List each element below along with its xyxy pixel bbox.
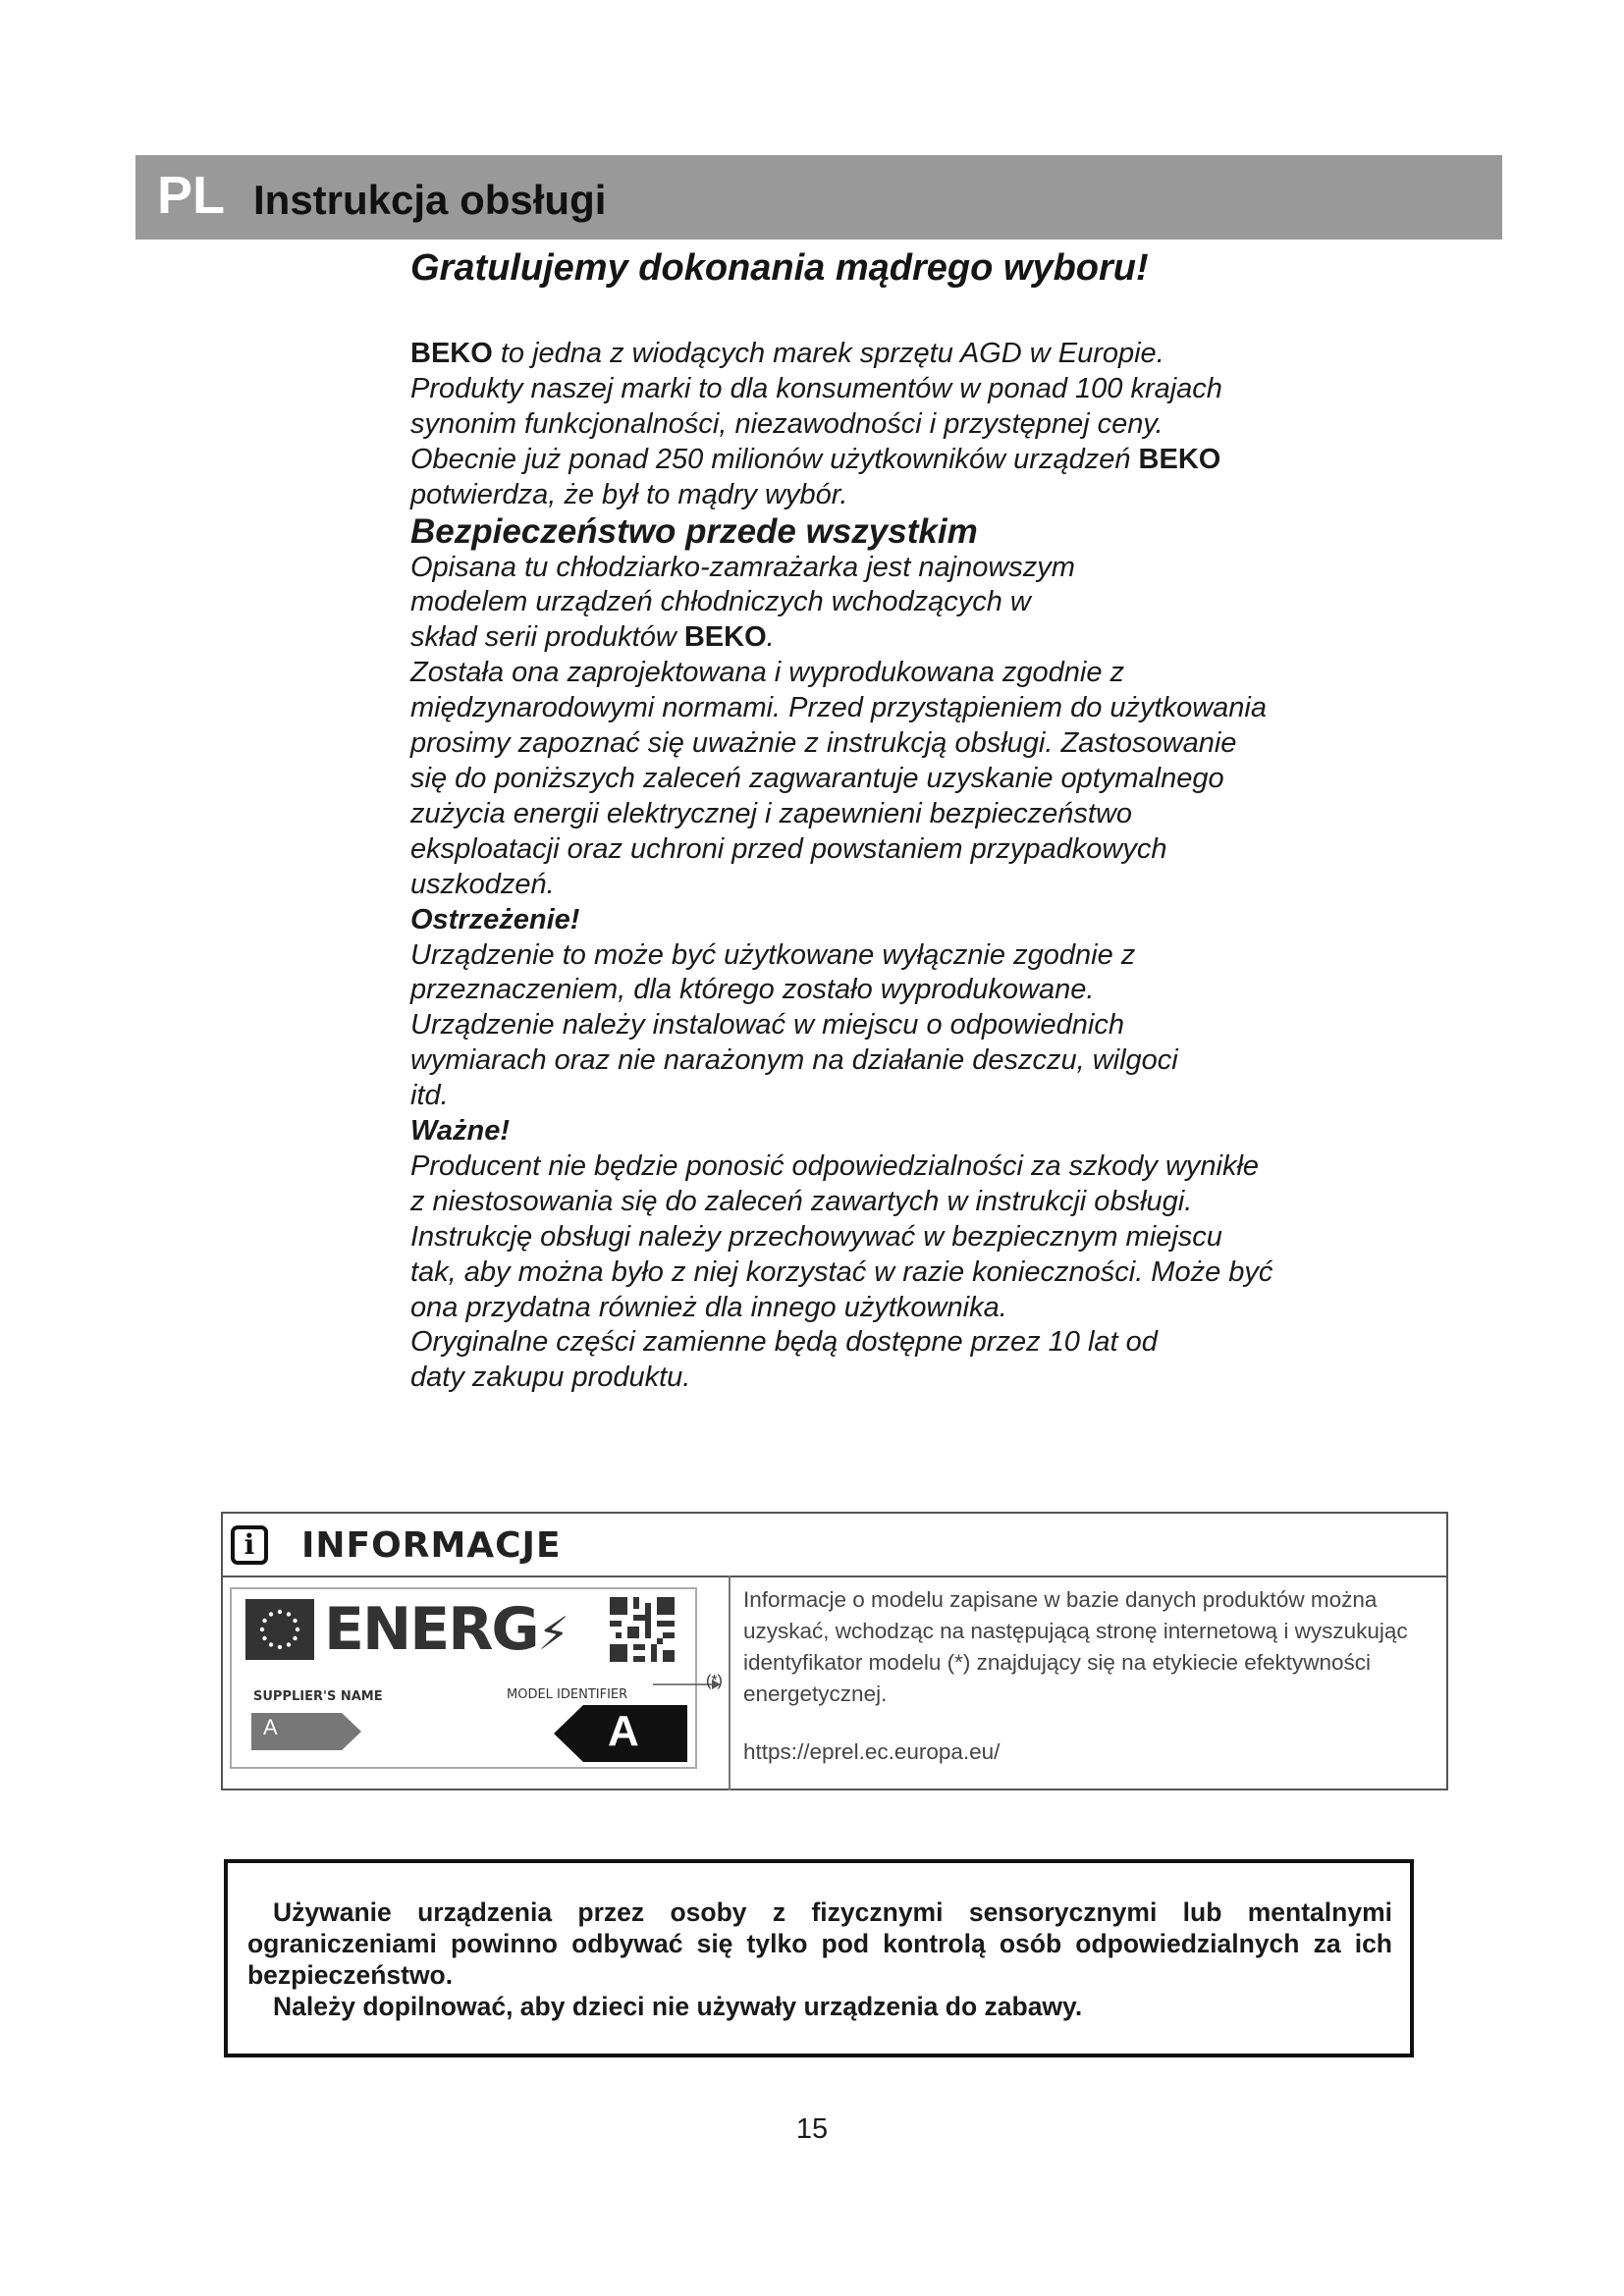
notice-paragraph-2: Należy dopilnować, aby dzieci nie używały urządzenia do zabawy. <box>273 1992 1083 2021</box>
info-divider <box>729 1575 731 1790</box>
notice-box <box>224 1859 1414 2057</box>
safety-text-end: . <box>766 621 775 654</box>
intro-text-2: potwierdza, że był to mądry wybór. <box>410 478 848 510</box>
brand-name: BEKO <box>1138 443 1221 475</box>
model-identifier-label: MODEL IDENTIFIER <box>507 1687 628 1702</box>
safety-paragraph-1 <box>410 551 1078 657</box>
lightning-icon: ⚡ <box>537 1607 568 1660</box>
intro-paragraph <box>410 337 1274 513</box>
eprel-link[interactable]: https://eprel.ec.europa.eu/ <box>743 1739 1001 1764</box>
brand-name: BEKO <box>683 621 767 654</box>
warning-heading: Ostrzeżenie! <box>410 903 580 935</box>
intro-text-1: to jedna z wiodących marek sprzętu AGD w Europie. Produkty naszej marki to dla konsumentów w ponad 100 krajach synonim funkcjonalności, niezawodności i przystępnej ceny. Obecnie już ponad 250 milionów użytkowników urządzeń <box>410 338 1222 475</box>
eu-flag-icon <box>245 1599 314 1660</box>
body-text <box>410 337 1274 1396</box>
info-icon: i <box>231 1525 268 1565</box>
energy-wordmark <box>324 1595 568 1664</box>
safety-heading: Bezpieczeństwo przede wszystkim <box>410 511 978 551</box>
notice-paragraph-1: Używanie urządzenia przez osoby z fizycznymi sensorycznymi lub mentalnymi ograniczeniami powinno odbywać się tylko pod kontrolą osób odpowiedzialnych za ich bezpieczeństwo. <box>247 1897 1392 1990</box>
header-band <box>135 155 1502 240</box>
info-text: Informacje o modelu zapisane w bazie danych produktów można uzyskać, wchodząc na następującą stronę internetową i wyszukując identyfikator modelu (*) znajdujący się na etykiecie efektywności energetycznej. <box>743 1587 1408 1706</box>
supplier-name-label: SUPPLIER'S NAME <box>253 1689 383 1704</box>
page-number: 15 <box>795 2113 829 2145</box>
energy-word: ENERG <box>324 1595 538 1664</box>
main-heading: Gratulujemy dokonania mądrego wyboru! <box>410 247 1149 289</box>
page-title: Instrukcja obsługi <box>253 177 607 223</box>
qr-code-icon <box>610 1597 675 1662</box>
info-title: INFORMACJE <box>301 1525 562 1566</box>
important-paragraph-2: Oryginalne części zamienne będą dostępne przez 10 lat od daty zakupu produktu. <box>410 1326 1158 1394</box>
language-code: PL <box>157 166 226 225</box>
info-box <box>221 1512 1448 1790</box>
model-note-marker: (*) <box>706 1673 723 1689</box>
brand-name: BEKO <box>410 338 493 369</box>
energy-class-left: A <box>263 1715 278 1739</box>
info-box-header <box>223 1514 1446 1577</box>
important-heading: Ważne! <box>410 1115 510 1148</box>
notice-text <box>247 1896 1392 2022</box>
warning-paragraph-1: Urządzenie to może być użytkowane wyłącznie zgodnie z przeznaczeniem, dla którego zostało wyprodukowane. <box>410 938 1136 1006</box>
energy-class-right: A <box>608 1707 639 1755</box>
energy-label-graphic <box>230 1587 697 1769</box>
important-paragraph-1: Producent nie będzie ponosić odpowiedzialności za szkody wynikłe z niestosowania się do zaleceń zawartych w instrukcji obsługi. Instrukcję obsługi należy przechowywać w bezpiecznym miejscu tak, aby można było z niej korzystać w razie konieczności. Może być ona przydatna również dla innego użytkownika. <box>410 1149 1273 1323</box>
safety-text-1: Opisana tu chłodziarko-zamrażarka jest najnowszym modelem urządzeń chłodniczych wchodzących w skład serii produktów <box>410 551 1075 654</box>
warning-paragraph-2: Urządzenie należy instalować w miejscu o odpowiednich wymiarach oraz nie narażonym na działanie deszczu, wilgoci itd. <box>410 1009 1178 1112</box>
safety-paragraph-2: Została ona zaprojektowana i wyprodukowana zgodnie z międzynarodowymi normami. Przed przystąpieniem do użytkowania prosimy zapoznać się uważnie z instrukcją obsługi. Zastosowanie się do poniższych zaleceń zagwarantuje uzyskanie optymalnego zużycia energii elektrycznej i zapewnieni bezpieczeństwo eksploatacji oraz uchroni przed powstaniem przypadkowych uszkodzeń. <box>410 657 1267 900</box>
